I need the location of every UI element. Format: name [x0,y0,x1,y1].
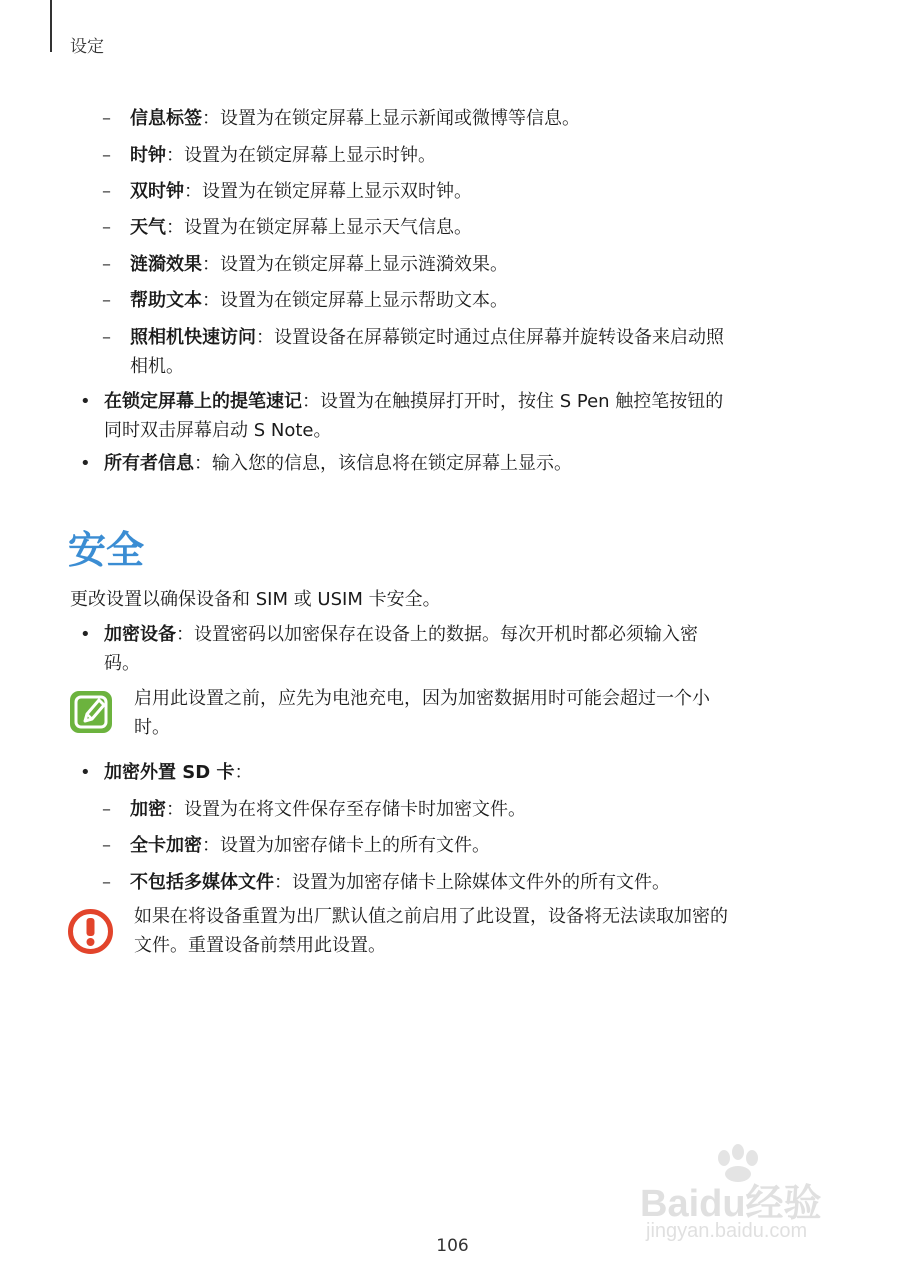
dash-marker: – [102,145,111,166]
list-item: 涟漪效果：设置为在锁定屏幕上显示涟漪效果。 [130,254,508,275]
list-item: 所有者信息：输入您的信息，该信息将在锁定屏幕上显示。 [104,453,572,474]
list-item: 加密外置 SD 卡： [104,762,253,783]
note-pencil-icon [68,689,114,735]
list-item: 不包括多媒体文件：设置为加密存储卡上除媒体文件外的所有文件。 [130,872,670,893]
list-item: 加密设备：设置密码以加密保存在设备上的数据。每次开机时都必须输入密 [104,624,698,645]
list-item: 全卡加密：设置为加密存储卡上的所有文件。 [130,835,490,856]
warning-text-continuation: 文件。重置设备前禁用此设置。 [134,935,386,956]
list-item-continuation: 相机。 [130,356,184,377]
warning-text: 如果在将设备重置为出厂默认值之前启用了此设置，设备将无法读取加密的 [134,906,728,927]
header-rule [50,0,52,52]
section-title: 安全 [68,528,145,572]
watermark-brand: Baidu经验 [640,1183,822,1225]
bullet-marker: • [80,624,91,645]
list-item: 双时钟：设置为在锁定屏幕上显示双时钟。 [130,181,472,202]
dash-marker: – [102,181,111,202]
dash-marker: – [102,835,111,856]
note-text-continuation: 时。 [134,717,170,738]
list-item: 帮助文本：设置为在锁定屏幕上显示帮助文本。 [130,290,508,311]
list-item: 时钟：设置为在锁定屏幕上显示时钟。 [130,145,436,166]
bullet-marker: • [80,391,91,412]
note-text: 启用此设置之前，应先为电池充电，因为加密数据用时可能会超过一个小 [134,688,710,709]
page-number: 106 [436,1236,469,1256]
list-item: 在锁定屏幕上的提笔速记：设置为在触摸屏打开时，按住 S Pen 触控笔按钮的 [104,391,724,412]
list-item-continuation: 码。 [104,653,140,674]
dash-marker: – [102,108,111,129]
dash-marker: – [102,799,111,820]
bullet-marker: • [80,453,91,474]
dash-marker: – [102,254,111,275]
list-item: 信息标签：设置为在锁定屏幕上显示新闻或微博等信息。 [130,108,580,129]
list-item: 照相机快速访问：设置设备在屏幕锁定时通过点住屏幕并旋转设备来启动照 [130,327,724,348]
section-label: 设定 [70,37,104,57]
list-item: 加密：设置为在将文件保存至存储卡时加密文件。 [130,799,526,820]
list-item: 天气：设置为在锁定屏幕上显示天气信息。 [130,217,472,238]
section-intro: 更改设置以确保设备和 SIM 或 USIM 卡安全。 [70,589,441,610]
warning-exclamation-icon [67,908,114,955]
dash-marker: – [102,217,111,238]
bullet-marker: • [80,762,91,783]
list-item-continuation: 同时双击屏幕启动 S Note。 [104,420,332,441]
dash-marker: – [102,872,111,893]
dash-marker: – [102,290,111,311]
watermark-url: jingyan.baidu.com [646,1220,808,1242]
dash-marker: – [102,327,111,348]
